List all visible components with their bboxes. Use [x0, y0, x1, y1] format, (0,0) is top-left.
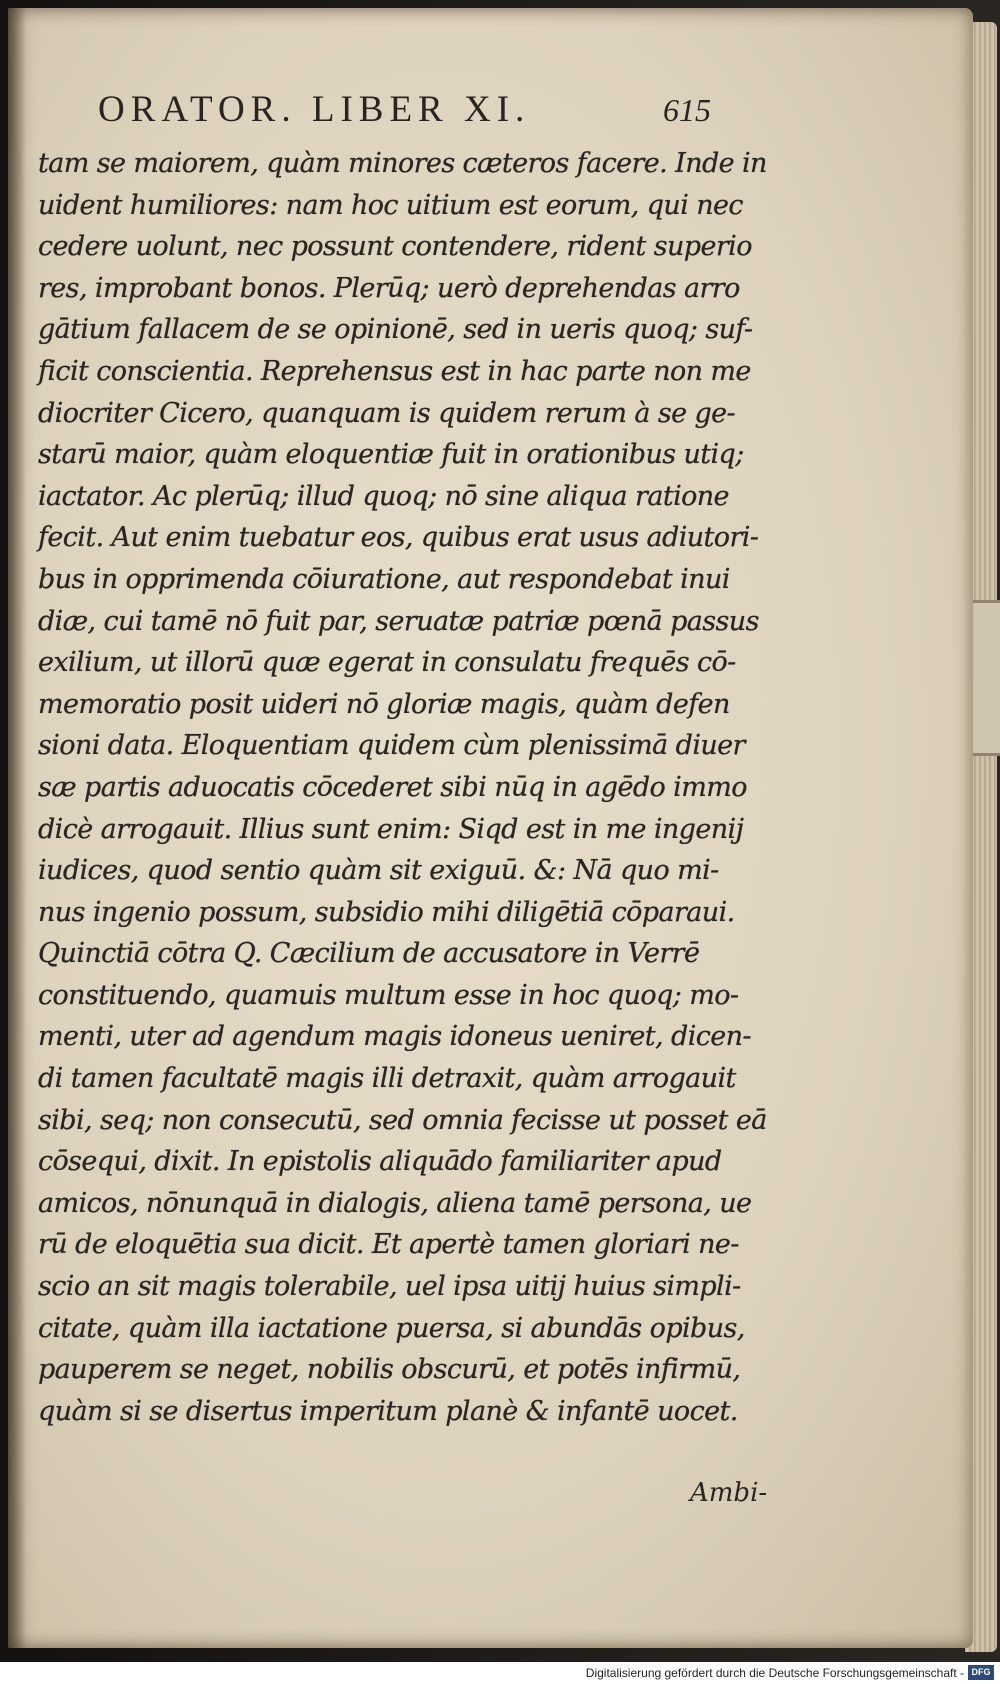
text-line: di tamen facultatē magis illi detraxit, quàm arrogauit [38, 1063, 736, 1095]
text-line: nus ingenio possum, subsidio mihi diligētiā cōparaui. [38, 896, 735, 928]
text-line: sibi, seq; non consecutū, sed omnia fecisse ut posset eā [38, 1104, 767, 1136]
text-line: citate, quàm illa iactatione puersa, si abundās opibus, [38, 1312, 745, 1344]
text-line: diocriter Cicero, quanquam is quidem rerum à se ge- [38, 397, 736, 429]
page-gutter [8, 8, 26, 1648]
dfg-logo: DFG [968, 1665, 994, 1680]
footer-bar [0, 1662, 1000, 1684]
text-line: menti, uter ad agendum magis idoneus ueniret, dicen- [38, 1021, 751, 1053]
text-line: starū maior, quàm eloquentiæ fuit in orationibus utiq; [38, 439, 744, 471]
text-line: diæ, cui tamē nō fuit par, seruatæ patriæ pœnā passus [38, 605, 759, 637]
funding-credit: Digitalisierung gefördert durch die Deutsche Forschungsgemeinschaft - [585, 1666, 964, 1680]
text-line: bus in opprimenda cōiuratione, aut respondebat inui [38, 563, 730, 595]
text-line: exilium, ut illorū quæ egerat in consulatu frequēs cō- [38, 647, 736, 679]
text-line: cedere uolunt, nec possunt contendere, rident superio [38, 231, 752, 263]
text-line: tam se maiorem, quàm minores cæteros facere. Inde in [38, 148, 767, 179]
text-line: ficit conscientia. Reprehensus est in hac parte non me [38, 355, 751, 387]
running-head: ORATOR. LIBER XI. [98, 89, 531, 130]
text-line: rū de eloquētia sua dicit. Et apertè tamen gloriari ne- [38, 1229, 739, 1261]
text-line: res, improbant bonos. Plerūq; uerò deprehendas arro [38, 272, 740, 304]
text-line: quàm si se disertus imperitum planè & infantē uocet. [38, 1395, 738, 1427]
text-line: sioni data. Eloquentiam quidem cùm plenissimā diuer [38, 730, 745, 762]
text-line: iudices, quod sentio quàm sit exiguū. &: Nā quo mi- [38, 855, 719, 887]
text-line: constituendo, quamuis multum esse in hoc quoq; mo- [38, 979, 739, 1011]
text-line: sæ partis aduocatis cōcederet sibi nūq in agēdo immo [38, 771, 747, 803]
text-line: scio an sit magis tolerabile, uel ipsa uitij huius simpli- [38, 1271, 741, 1303]
text-line: fecit. Aut enim tuebatur eos, quibus erat usus adiutori- [38, 522, 759, 554]
text-line: amicos, nōnunquā in dialogis, aliena tamē persona, ue [38, 1187, 752, 1219]
text-line: gātium fallacem de se opinionē, sed in ueris quoq; suf- [38, 314, 753, 346]
catchword: Ambi- [690, 1478, 768, 1508]
text-line: cōsequi, dixit. In epistolis aliquādo familiariter apud [38, 1146, 722, 1178]
text-line: uident humiliores: nam hoc uitium est eorum, qui nec [38, 189, 743, 221]
text-line: memoratio posit uideri nō gloriæ magis, quàm defen [38, 688, 730, 720]
page-number: 615 [663, 92, 711, 128]
text-line: Quinctiā cōtra Q. Cæcilium de accusatore in Verrē [38, 938, 700, 970]
text-line: dicè arrogauit. Illius sunt enim: Siqd est in me ingenij [38, 813, 744, 845]
text-line: pauperem se neget, nobilis obscurū, et potēs infirmū, [38, 1354, 741, 1386]
text-line: iactator. Ac plerūq; illud quoq; nō sine aliqua ratione [38, 480, 729, 512]
body-text [38, 143, 767, 1432]
book-page [8, 8, 973, 1648]
